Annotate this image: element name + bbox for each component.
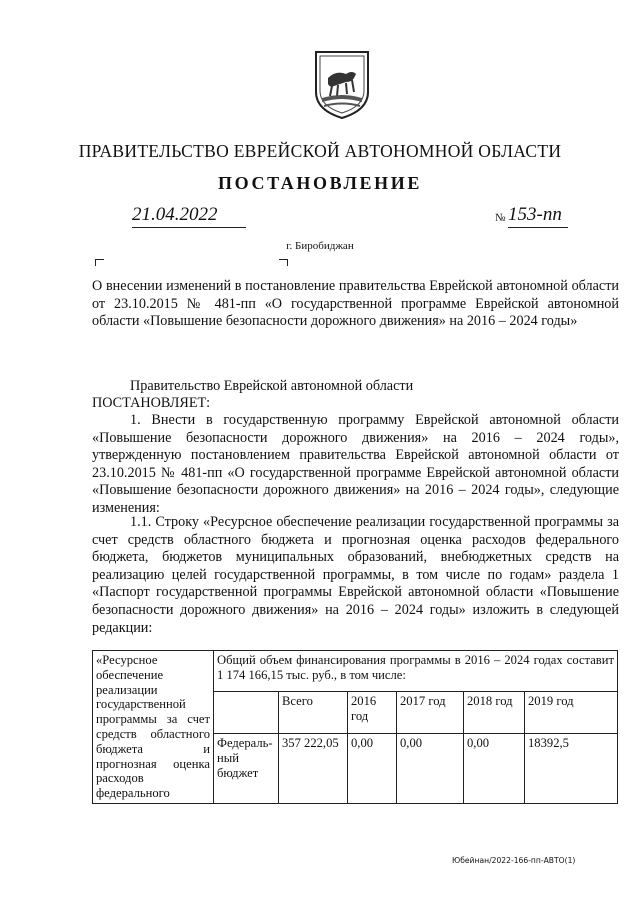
title-bracket-right: [279, 259, 288, 266]
table-header-cell: Всего: [279, 692, 348, 733]
document-subject: О внесении изменений в постановление правительства Еврейской автономной области от 23.10.2015 № 481-пп «О государственной программе Еврейской автономной области «Повышение безопасности дорожного движения» на 2016 – 2024 годы»: [92, 278, 619, 330]
item-1-1-text: 1.1. Строку «Ресурсное обеспечение реализации государственной программы за счет средств областного бюджета и прогнозная оценка расходов федерального бюджета, бюджетов муниципальных образований, внебюджетных средств на реализацию целей государственной программы, в том числе по годам» раздела 1 «Паспорт государственной программы Еврейской автономной области «Повышение безопасности дорожного движения» на 2016 – 2024 годы» изложить в следующей редакции:: [92, 514, 619, 636]
funding-summary-cell: Общий объем финансирования программы в 2016 – 2024 годах составит 1 174 166,15 тыс. руб., в том числе:: [214, 651, 618, 692]
document-type-title: ПОСТАНОВЛЕНИЕ: [218, 173, 422, 193]
number-label: №: [495, 212, 506, 224]
handwritten-number: 153-пп: [508, 203, 568, 228]
resource-label-cell: «Ресурсное обеспечение реализации государственной программы за счет средств областного бюджета и прогнозная оценка расходов федерального: [93, 651, 214, 804]
handwritten-date: 21.04.2022: [132, 203, 246, 228]
resolves-heading: ПОСТАНОВЛЯЕТ:: [92, 395, 211, 411]
title-bracket-left: [95, 259, 104, 266]
table-header-cell: 2018 год: [464, 692, 525, 733]
table-cell: 0,00: [348, 733, 397, 803]
intro-text: Правительство Еврейской автономной области: [130, 378, 414, 394]
table-cell: 357 222,05: [279, 733, 348, 803]
table-header-cell: 2017 год: [397, 692, 464, 733]
coat-of-arms-emblem: [306, 48, 378, 120]
table-row: [93, 651, 618, 692]
table-cell: 0,00: [464, 733, 525, 803]
table-header-cell: 2016 год: [348, 692, 397, 733]
table-cell: 0,00: [397, 733, 464, 803]
table-cell: 18392,5: [525, 733, 618, 803]
table-cell: Федераль-ный бюджет: [214, 733, 279, 803]
document-code-footer: Юбейнан/2022-166-пп-АВТО(1): [452, 856, 576, 865]
table-header-cell: 2019 год: [525, 692, 618, 733]
government-title: ПРАВИТЕЛЬСТВО ЕВРЕЙСКОЙ АВТОНОМНОЙ ОБЛАСТИ: [78, 141, 562, 161]
item-1-text: 1. Внести в государственную программу Еврейской автономной области «Повышение безопасности дорожного движения» на 2016 – 2024 годы», утвержденную постановлением правительства Еврейской автономной области от 23.10.2015 № 481-пп «О государственной программе Еврейской автономной области «Повышение безопасности дорожного движения» на 2016 – 2024 годы», следующие изменения:: [92, 412, 619, 516]
resource-table: [92, 650, 618, 804]
city-name: г. Биробиджан: [286, 240, 354, 252]
table-header-cell: [214, 692, 279, 733]
